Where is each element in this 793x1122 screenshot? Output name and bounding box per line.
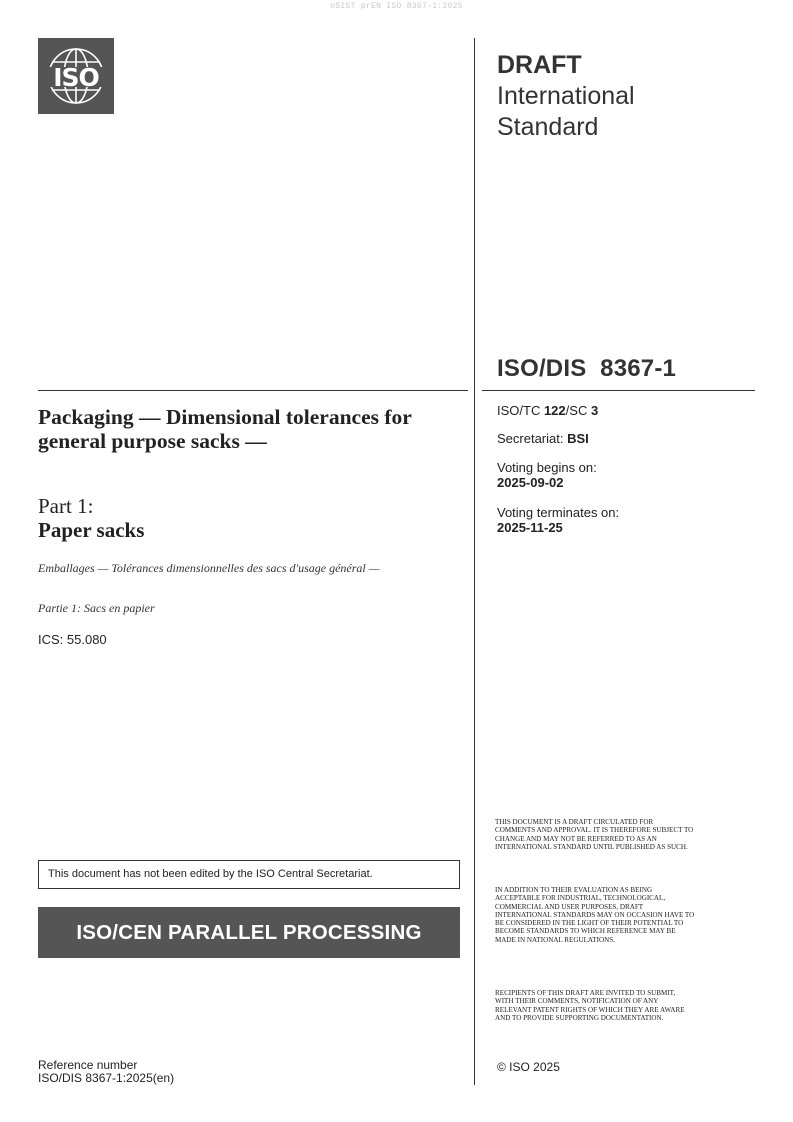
voting-terminates-label: Voting terminates on: — [497, 505, 620, 520]
sc-prefix: /SC — [565, 403, 591, 418]
secretariat-value: BSI — [567, 431, 589, 446]
disclaimer-paragraph-1: THIS DOCUMENT IS A DRAFT CIRCULATED FOR COMMENTS AND APPROVAL. IT IS THEREFORE SUBJECT TO CHANGE AND MAY NOT BE REFERRED TO AS AN INTERNATIONAL STANDARD UNTIL PUBLISHED AS SUCH. — [495, 818, 694, 851]
parallel-processing-banner: ISO/CEN PARALLEL PROCESSING — [38, 907, 460, 958]
draft-heading — [497, 50, 635, 143]
document-number: ISO/DIS 8367-1 — [497, 355, 677, 382]
voting-terminates — [497, 505, 619, 535]
title-rule-right — [482, 390, 755, 391]
document-title: Packaging — Dimensional tolerances for general purpose sacks — — [38, 405, 412, 453]
international-label: International — [497, 82, 635, 110]
iso-globe-logo-icon — [38, 38, 114, 114]
french-part-title: Partie 1: Sacs en papier — [38, 601, 155, 615]
logo-text: ISO — [53, 63, 99, 92]
iso-logo — [38, 38, 114, 114]
copyright: © ISO 2025 — [497, 1060, 560, 1074]
tc-number: 122 — [543, 403, 566, 418]
editorial-notice: This document has not been edited by the ISO Central Secretariat. — [38, 860, 460, 889]
reference-label: Reference number — [38, 1058, 138, 1072]
ics-code: ICS: 55.080 — [38, 632, 107, 647]
standard-label: Standard — [497, 113, 599, 141]
voting-begins-label: Voting begins on: — [497, 460, 597, 475]
sc-number: 3 — [590, 403, 599, 418]
watermark: oSIST prEN ISO 8367-1:2025 — [330, 2, 463, 11]
committee-line — [497, 403, 598, 418]
voting-begins — [497, 460, 597, 490]
disclaimer-paragraph-2: IN ADDITION TO THEIR EVALUATION AS BEING ACCEPTABLE FOR INDUSTRIAL, TECHNOLOGICAL, COMMERCIAL AND USER PURPOSES, DRAFT INTERNATIONAL STANDARDS MAY ON OCCASION HAVE TO BE CONSIDERED IN THE LIGHT OF THEIR POTENTIAL TO BECOME STANDARDS TO WHICH REFERENCE MAY BE MADE IN NATIONAL REGULATIONS. — [495, 886, 695, 944]
reference-number — [38, 1059, 174, 1085]
column-divider — [474, 38, 475, 1085]
voting-begins-date: 2025-09-02 — [497, 475, 564, 490]
part-title: Paper sacks — [38, 518, 145, 542]
secretariat-label: Secretariat: — [497, 431, 568, 446]
reference-value: ISO/DIS 8367-1:2025(en) — [38, 1071, 175, 1085]
french-title: Emballages — Tolérances dimensionnelles des sacs d'usage général — — [38, 561, 380, 575]
title-rule-left — [38, 390, 468, 391]
tc-prefix: ISO/TC — [497, 403, 544, 418]
part-number: Part 1: — [38, 494, 94, 518]
secretariat-line — [497, 431, 589, 446]
disclaimer-paragraph-3: RECIPIENTS OF THIS DRAFT ARE INVITED TO SUBMIT, WITH THEIR COMMENTS, NOTIFICATION OF ANY RELEVANT PATENT RIGHTS OF WHICH THEY ARE AWARE AND TO PROVIDE SUPPORTING DOCUMENTATION. — [495, 989, 685, 1022]
voting-terminates-date: 2025-11-25 — [497, 520, 563, 535]
draft-label: DRAFT — [497, 51, 582, 79]
